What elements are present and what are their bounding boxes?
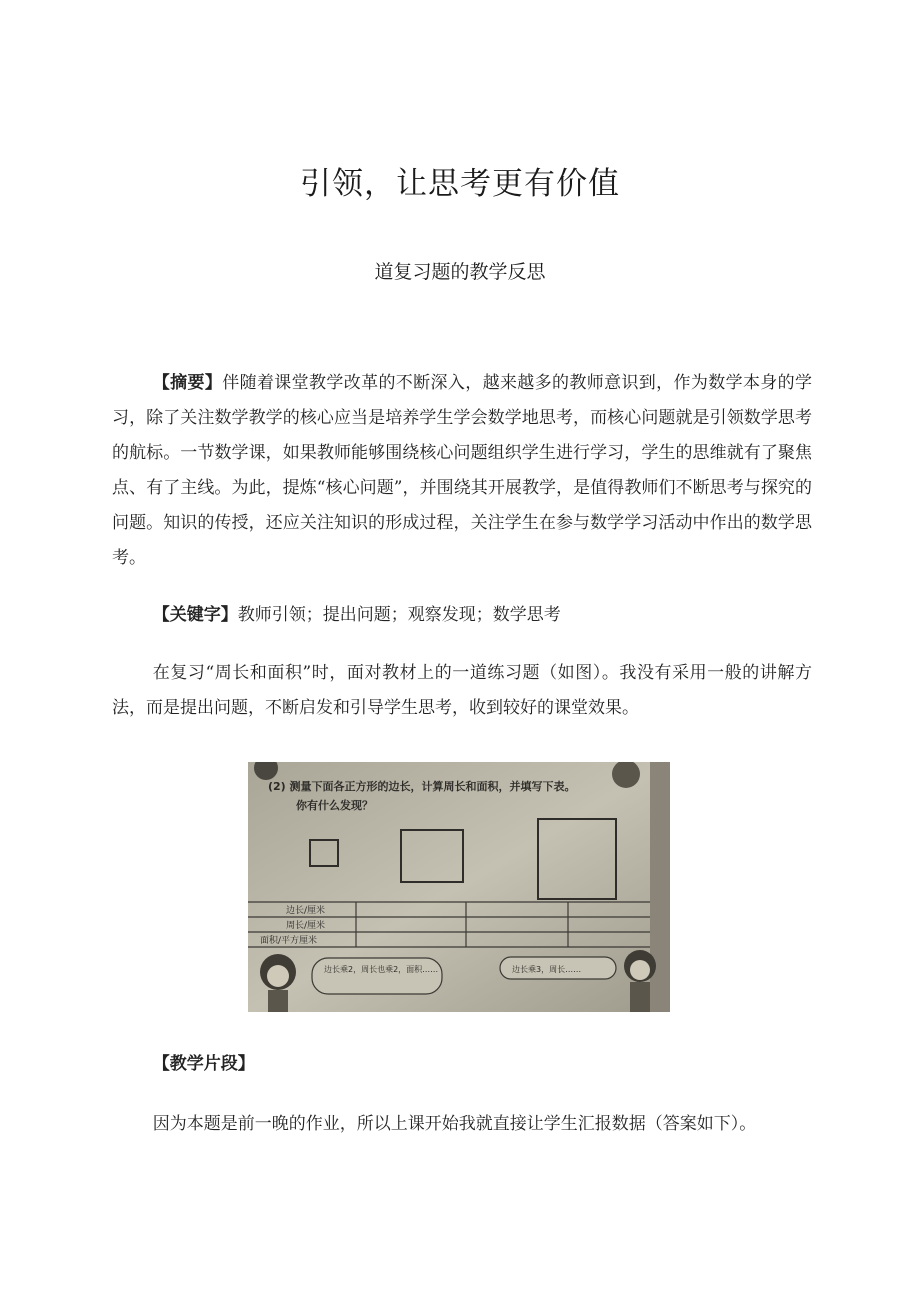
speech-bubble-left [312, 958, 442, 994]
abstract-paragraph [112, 366, 812, 576]
bubble-right-text: 边长乘3，周长…… [512, 965, 582, 974]
section-paragraph: 因为本题是前一晚的作业，所以上课开始我就直接让学生汇报数据（答案如下）。 [152, 1114, 757, 1134]
intro-paragraph: 在复习“周长和面积”时，面对教材上的一道练习题（如图）。我没有采用一般的讲解方法，而是提出问题，不断启发和引导学生思考，收到较好的课堂效果。 [112, 663, 812, 718]
table-row-label-side: 边长/厘米 [286, 906, 326, 916]
section-label-paragraph [112, 1047, 812, 1082]
keywords-paragraph [112, 598, 812, 633]
section-label: 【教学片段】 [152, 1054, 255, 1074]
abstract-label: 【摘要】 [152, 373, 223, 393]
document-title: 引领，让思考更有价值 [300, 166, 620, 202]
document-subtitle: 道复习题的教学反思 [374, 261, 546, 283]
table-row-label-perimeter: 周长/厘米 [286, 921, 326, 931]
textbook-exercise-photo [248, 762, 670, 1012]
table-row-label-area: 面积/平方厘米 [260, 936, 318, 946]
keywords-text: 教师引领；提出问题；观察发现；数学思考 [237, 605, 561, 625]
photo-question-line1: (2) 测量下面各正方形的边长，计算周长和面积，并填写下表。 [268, 780, 576, 793]
abstract-text: 伴随着课堂教学改革的不断深入，越来越多的教师意识到，作为数学本身的学习，除了关注数学教学的核心应当是培养学生学会数学地思考，而核心问题就是引领数学思考的航标。一节数学课，如果教师能够围绕核心问题组织学生进行学习，学生的思维就有了聚焦点、有了主线。为此，提炼“核心问题”，并围绕其开展教学，是值得教师们不断思考与探究的问题。知识的传授，还应关注知识的形成过程，关注学生在参与数学学习活动中作出的数学思考。 [112, 373, 813, 568]
textbook-photo-drawing [248, 762, 670, 1012]
photo-question-line2: 你有什么发现？ [296, 799, 373, 812]
bubble-left-text: 边长乘2，周长也乘2，面积…… [324, 965, 439, 974]
keywords-label: 【关键字】 [152, 605, 238, 625]
